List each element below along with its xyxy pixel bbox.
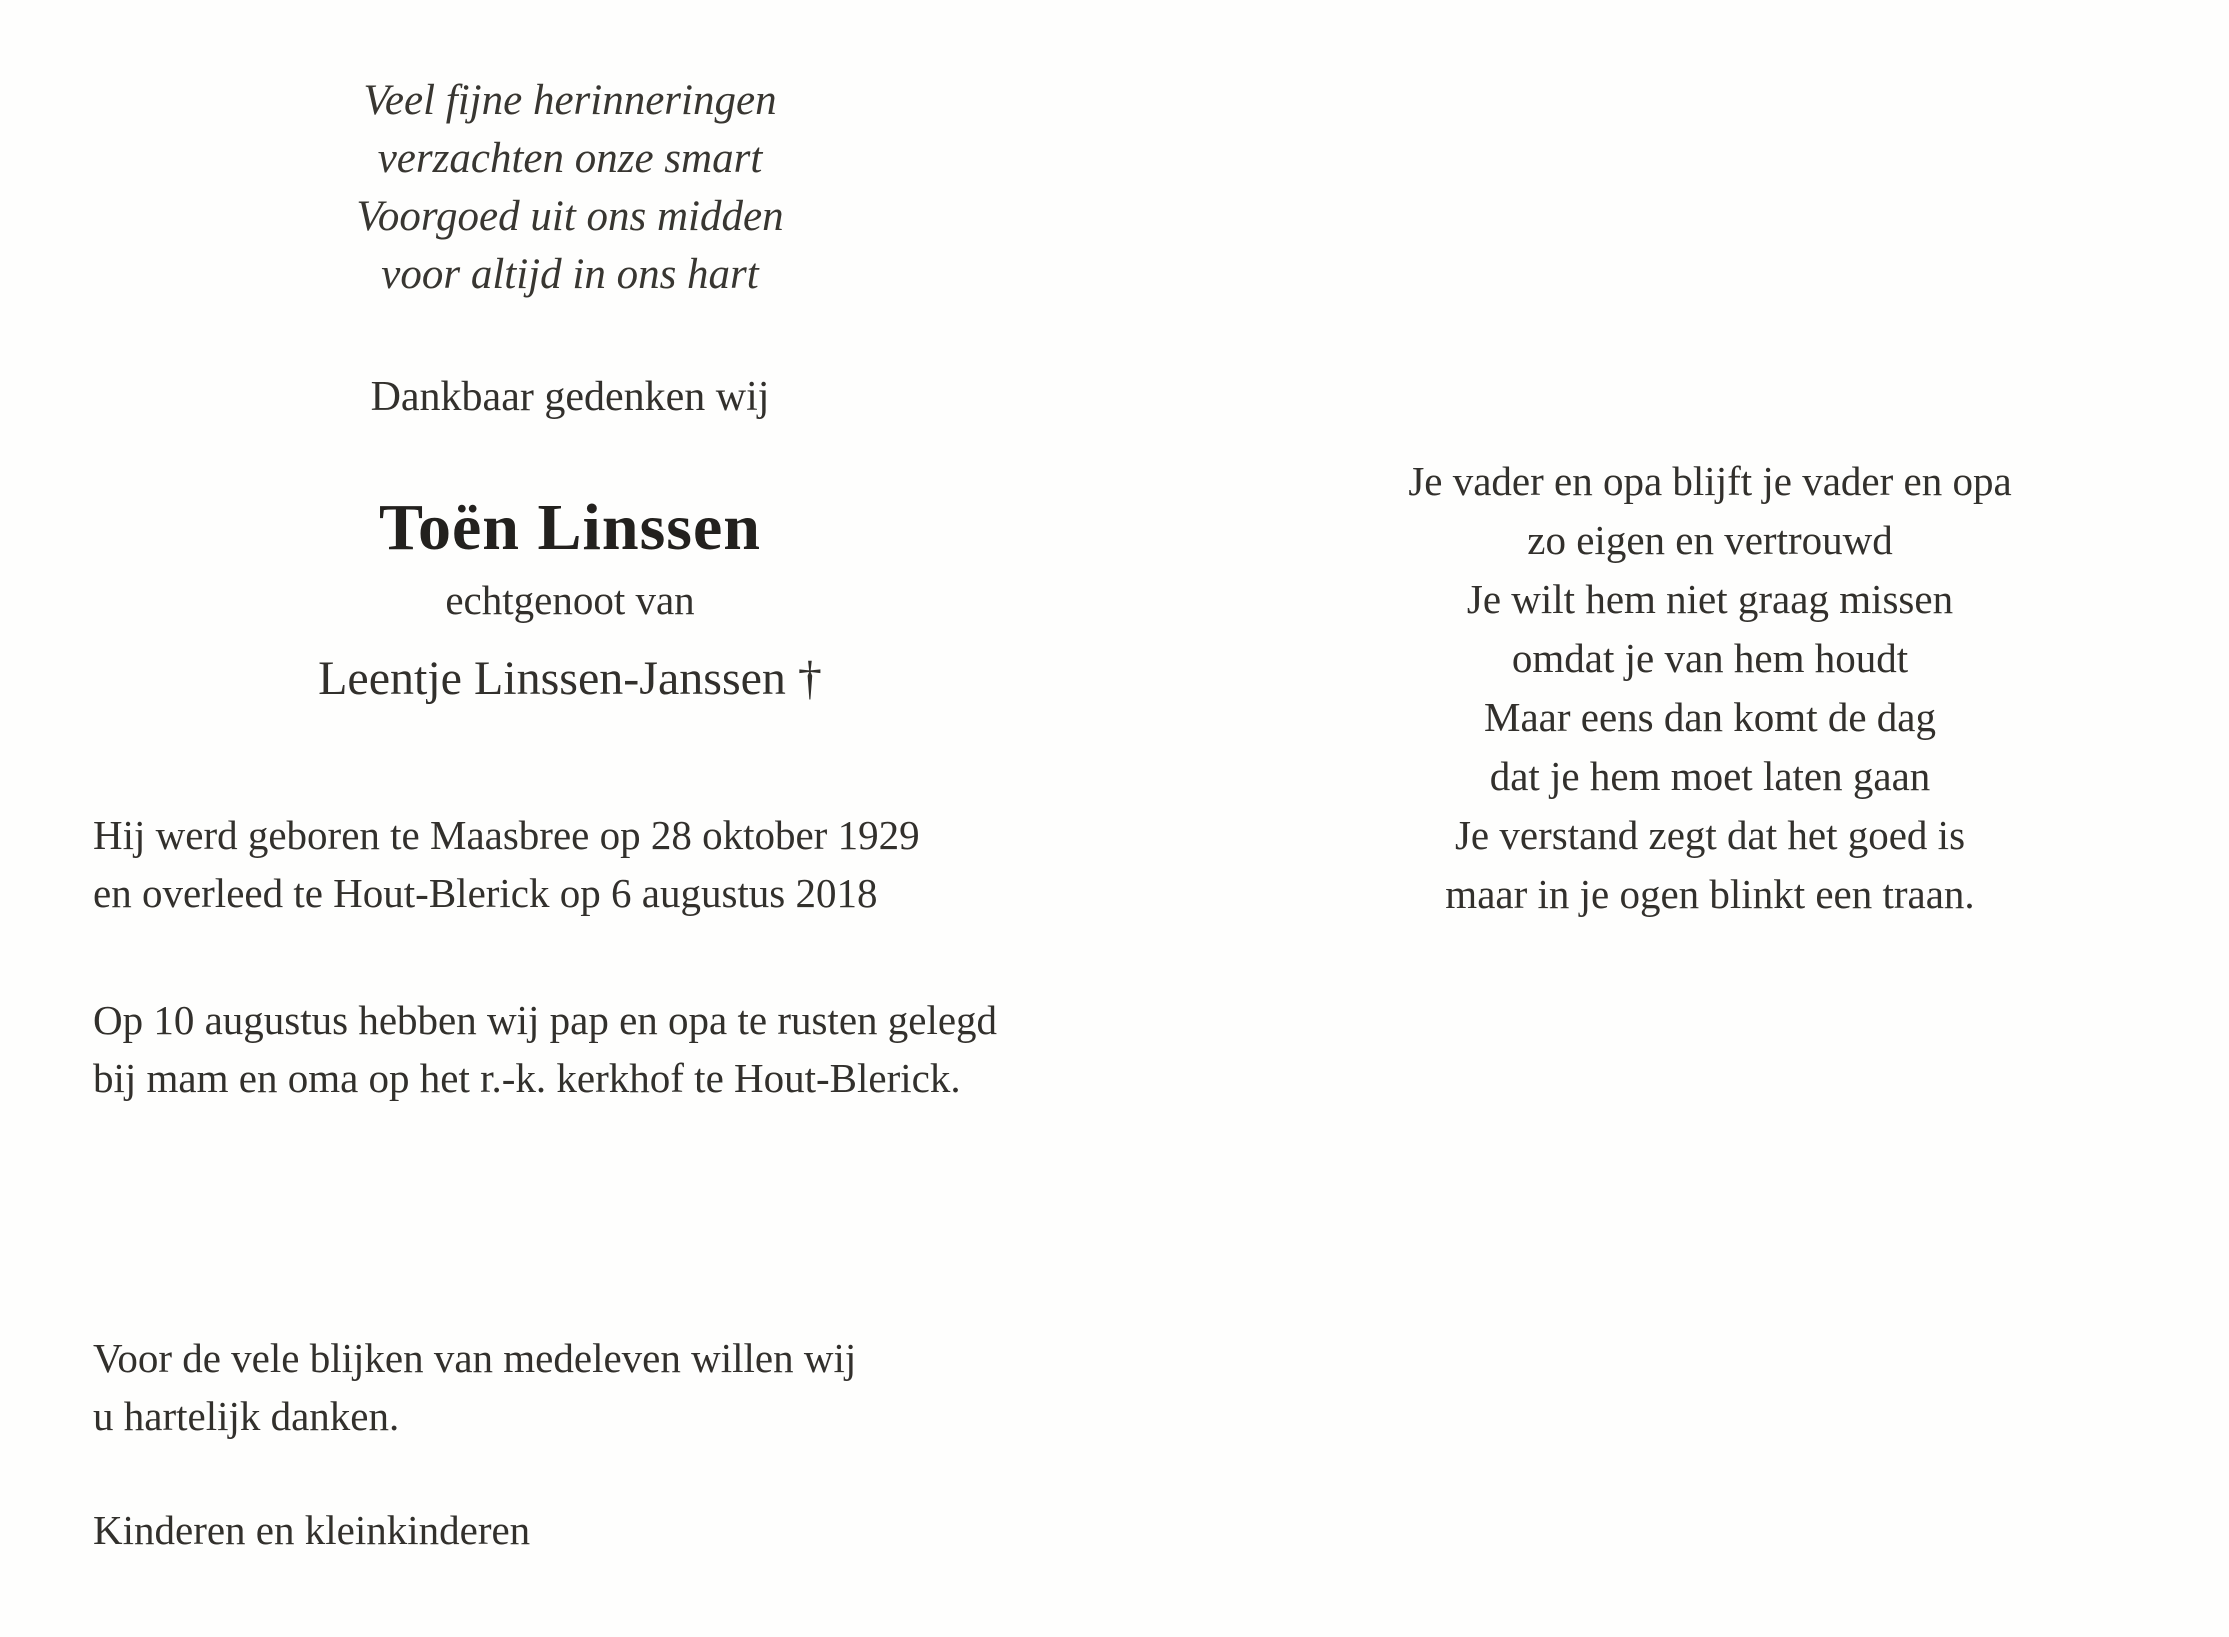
life-dates-line: en overleed te Hout-Blerick op 6 augustus 2018: [93, 870, 878, 916]
memorial-poem-line: Je vader en opa blijft je vader en opa: [1408, 458, 2012, 504]
acknowledgement-paragraph: [93, 1329, 1143, 1445]
acknowledgement-line: u hartelijk danken.: [93, 1393, 400, 1439]
memorial-poem-line: Je verstand zegt dat het goed is: [1454, 812, 1966, 858]
relation-line: echtgenoot van: [445, 577, 695, 623]
memorial-poem: [1210, 452, 2210, 924]
memorial-poem-line: Maar eens dan komt de dag: [1484, 694, 1936, 740]
signature-line: Kinderen en kleinkinderen: [93, 1507, 531, 1553]
memorial-poem-line: omdat je van hem houdt: [1511, 635, 1909, 681]
intro-line: Dankbaar gedenken wij: [370, 374, 770, 420]
opening-verse-line: voor altijd in ons hart: [381, 251, 759, 298]
opening-verse-line: verzachten onze smart: [377, 135, 763, 182]
memorial-poem-line: maar in je ogen blinkt een traan.: [1445, 871, 1975, 917]
opening-verse-line: Veel fijne herinneringen: [363, 77, 777, 124]
spouse-name: Leentje Linssen-Janssen †: [318, 652, 822, 705]
deceased-name: Toën Linssen: [379, 491, 761, 564]
opening-verse: [70, 72, 1070, 304]
life-dates: [93, 806, 1143, 922]
memorial-poem-line: dat je hem moet laten gaan: [1489, 753, 1931, 799]
life-dates-line: Hij werd geboren te Maasbree op 28 oktober 1929: [93, 812, 920, 858]
memorial-poem-line: zo eigen en vertrouwd: [1527, 517, 1893, 563]
acknowledgement-line: Voor de vele blijken van medeleven willen wij: [93, 1335, 857, 1381]
memorial-poem-line: Je wilt hem niet graag missen: [1466, 576, 1954, 622]
opening-verse-line: Voorgoed uit ons midden: [356, 193, 784, 240]
burial-paragraph: [93, 991, 1143, 1107]
burial-line: Op 10 augustus hebben wij pap en opa te rusten gelegd: [93, 997, 998, 1043]
burial-line: bij mam en oma op het r.-k. kerkhof te Hout-Blerick.: [93, 1055, 961, 1101]
